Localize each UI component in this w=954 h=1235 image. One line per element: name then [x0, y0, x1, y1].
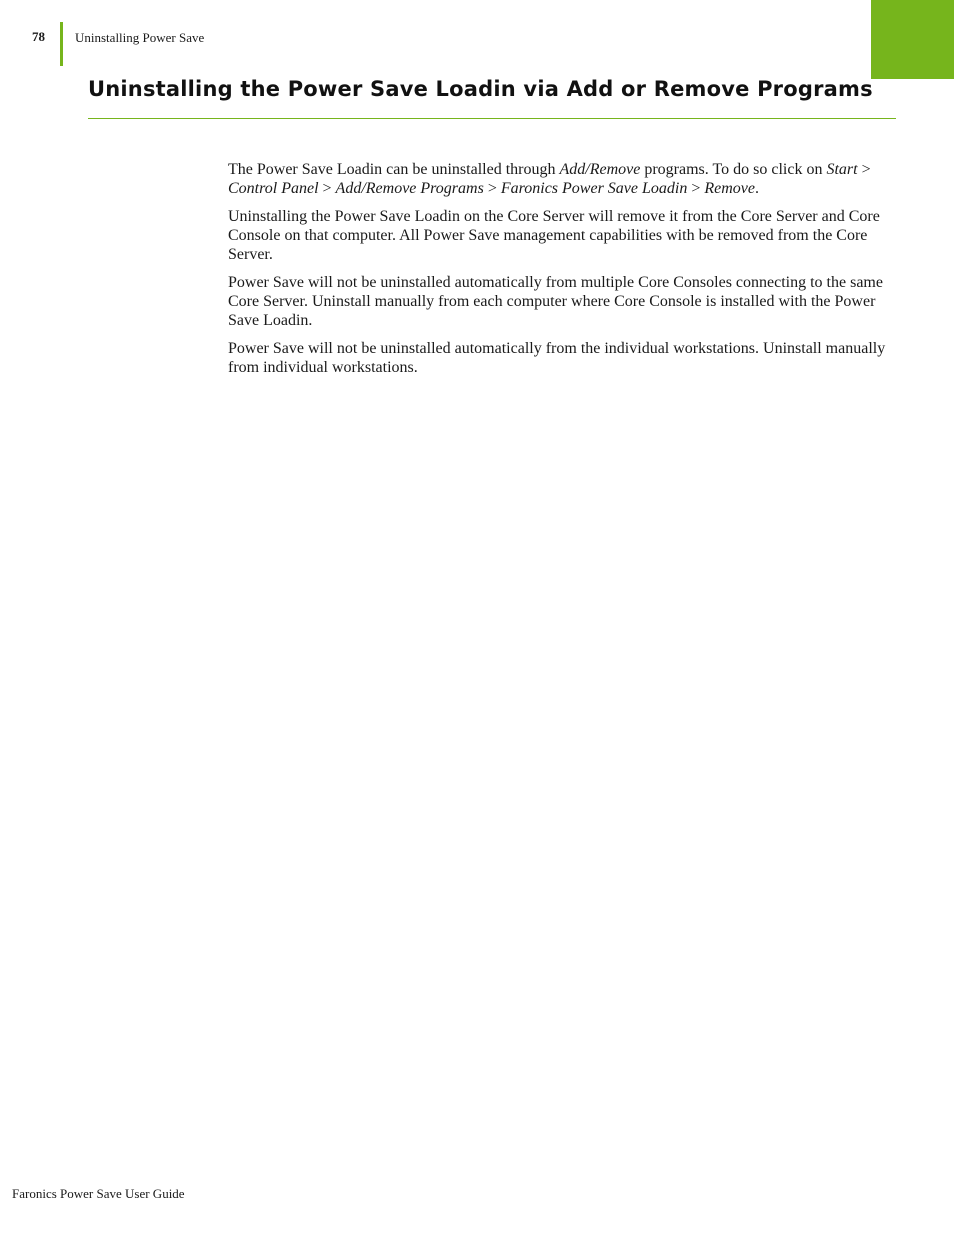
- paragraph-workstations: Power Save will not be uninstalled automatically from the individual workstations. Uninstall manually from individual workstations.: [228, 340, 886, 376]
- footer-guide-title: Faronics Power Save User Guide: [12, 1186, 185, 1201]
- menu-path-separator: >: [318, 180, 336, 197]
- paragraph-text: programs. To do so click on: [640, 161, 827, 178]
- page-number: 78: [32, 29, 45, 44]
- header-divider-bar: [60, 22, 63, 66]
- menu-term-add-remove: Add/Remove: [559, 161, 641, 178]
- menu-path-power-save-loadin: Faronics Power Save Loadin: [500, 180, 688, 197]
- menu-path-start: Start: [826, 161, 858, 178]
- corner-color-tab: [871, 0, 954, 79]
- menu-path-separator: >: [857, 161, 871, 178]
- menu-path-separator: >: [687, 180, 705, 197]
- section-title: Uninstalling the Power Save Loadin via Add or Remove Programs: [88, 77, 873, 101]
- menu-path-control-panel: Control Panel: [228, 180, 319, 197]
- running-header: Uninstalling Power Save: [75, 30, 205, 45]
- paragraph-uninstall-steps: [228, 160, 890, 198]
- menu-path-separator: >: [483, 180, 501, 197]
- paragraph-core-server: Uninstalling the Power Save Loadin on the Core Server will remove it from the Core Server and Core Console on that computer. All Power Save management capabilities with be removed from the Core Server.: [228, 208, 880, 263]
- paragraph-text: .: [755, 180, 760, 197]
- paragraph-core-consoles: Power Save will not be uninstalled automatically from multiple Core Consoles connecting to the same Core Server. Uninstall manually from each computer where Core Console is installed with the Power Save Loadin.: [228, 274, 883, 329]
- menu-path-add-remove-programs: Add/Remove Programs: [335, 180, 484, 197]
- paragraph-text: The Power Save Loadin can be uninstalled through: [228, 161, 560, 178]
- title-underline-rule: [88, 118, 896, 119]
- body-content: [228, 160, 890, 386]
- menu-path-remove: Remove: [704, 180, 756, 197]
